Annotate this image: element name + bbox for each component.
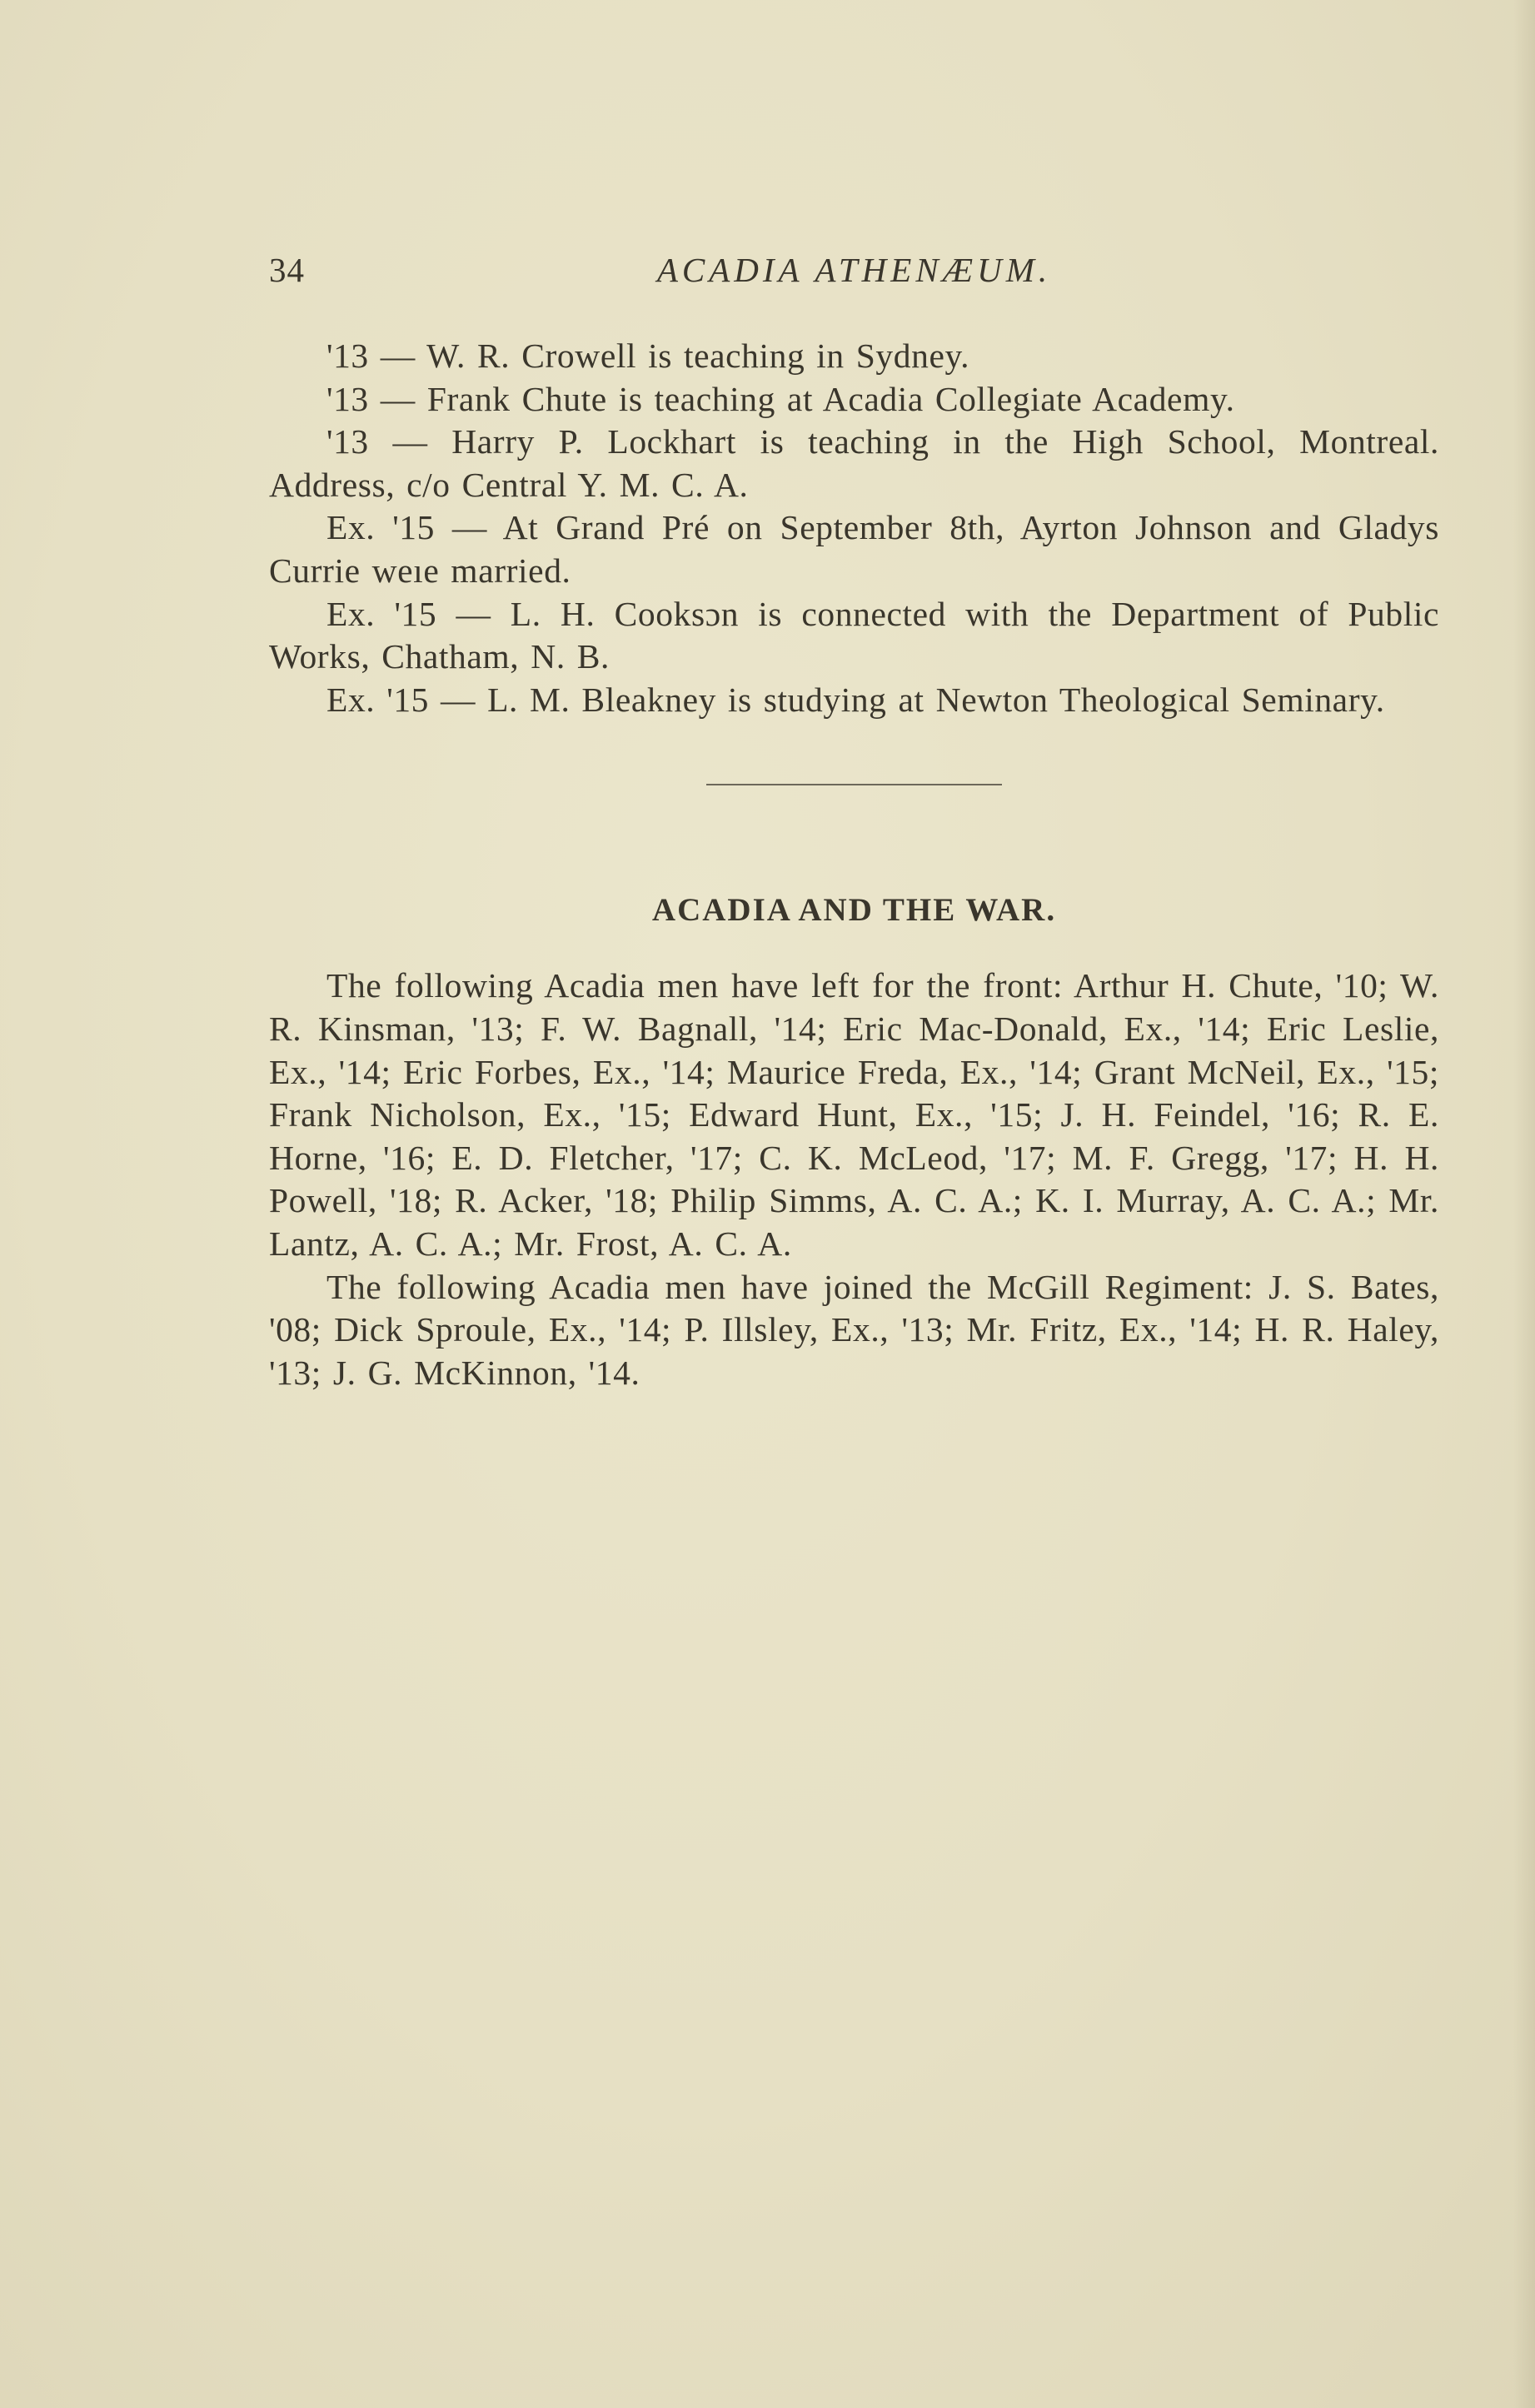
journal-title: ACADIA ATHENÆUM. bbox=[656, 251, 1052, 289]
alumni-note: '13 — Harry P. Lockhart is teaching in the High School, Montreal. Address, c/o Central Y. M. C. A. bbox=[269, 422, 1439, 504]
section-heading: ACADIA AND THE WAR. bbox=[651, 892, 1057, 929]
alumni-note: '13 — Frank Chute is teaching at Acadia Collegiate Academy. bbox=[326, 379, 1235, 418]
alumni-note: '13 — W. R. Crowell is teaching in Sydney. bbox=[326, 337, 970, 375]
page-content bbox=[269, 335, 1439, 1394]
alumni-note: Ex. '15 — L. H. Cooksɔn is connected with the Department of Public Works, Chatham, N. B. bbox=[269, 594, 1439, 676]
alumni-note: Ex. '15 — At Grand Pré on September 8th, Ayrton Johnson and Gladys Currie weıe married. bbox=[269, 508, 1439, 590]
alumni-note: Ex. '15 — L. M. Bleakney is studying at Newton Theological Seminary. bbox=[326, 680, 1385, 719]
war-paragraph: The following Acadia men have joined the McGill Regiment: J. S. Bates, '08; Dick Sproule, Ex., '14; P. Illsley, Ex., '13; Mr. Fritz, Ex., '14; H. R. Haley, '13; J. G. McKinnon, '14. bbox=[269, 1267, 1439, 1392]
section-divider bbox=[706, 784, 1002, 785]
running-head bbox=[269, 250, 1439, 300]
war-section-body bbox=[269, 965, 1439, 1394]
alumni-notes bbox=[269, 335, 1439, 721]
page-edge-shadow bbox=[1513, 0, 1535, 2408]
page-number: 34 bbox=[269, 251, 305, 289]
war-paragraph: The following Acadia men have left for the front: Arthur H. Chute, '10; W. R. Kinsman, '13; F. W. Bagnall, '14; Eric Mac-Donald, Ex., '14; Eric Leslie, Ex., '14; Eric Forbes, Ex., '14; Maurice Freda, Ex., '14; Grant McNeil, Ex., '15; Frank Nicholson, Ex., '15; Edward Hunt, Ex., '15; J. H. Feindel, '16; R. E. Horne, '16; E. D. Fletcher, '17; C. K. McLeod, '17; M. F. Gregg, '17; H. H. Powell, '18; R. Acker, '18; Philip Simms, A. C. A.; K. I. Murray, A. C. A.; Mr. Lantz, A. C. A.; Mr. Frost, A. C. A. bbox=[269, 966, 1439, 1263]
